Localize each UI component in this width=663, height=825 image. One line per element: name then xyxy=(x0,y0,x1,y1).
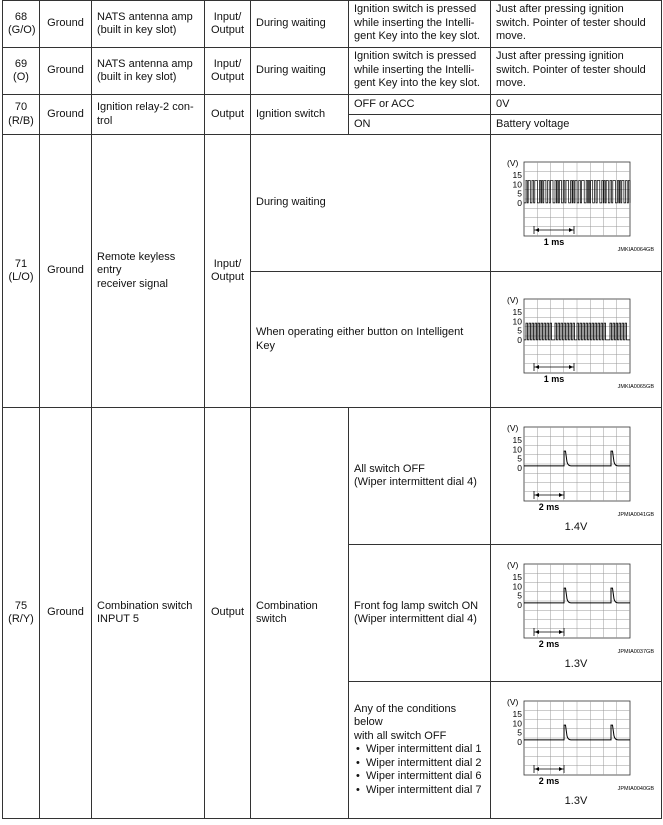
y-tick-label: 0 xyxy=(517,197,522,208)
table-row xyxy=(3,408,662,545)
condition-cell: During waiting xyxy=(251,1,349,48)
y-tick-label: 5 xyxy=(517,188,522,199)
y-tick-label: 10 xyxy=(512,581,522,592)
table-row xyxy=(3,48,662,95)
condition-cell: Combination switch xyxy=(251,408,349,819)
value-cell: Just after pressing ignition switch. Pointer of tester should move. xyxy=(491,48,662,95)
value-cell: 0V xyxy=(491,95,662,115)
time-marker-arrow xyxy=(569,365,573,369)
waveform-chart xyxy=(496,556,656,656)
ground-cell: Ground xyxy=(40,408,92,819)
condition-cell: When operating either button on Intelligent Key xyxy=(251,272,491,408)
y-tick-label: 15 xyxy=(512,572,522,583)
io-cell: Input/ Output xyxy=(205,48,251,95)
sub-condition-cell: Ignition switch is pressed while inserting the Intelli- gent Key into the key slot. xyxy=(349,1,491,48)
figure-code: JPMIA0037GB xyxy=(617,649,654,656)
voltage-value: 1.3V xyxy=(564,658,588,671)
list-item: • Wiper intermittent dial 6 xyxy=(366,770,485,784)
ground-cell: Ground xyxy=(40,48,92,95)
figure-code: JPMIA0040GB xyxy=(617,786,654,793)
y-axis-unit: (V) xyxy=(507,423,519,434)
waveform-chart xyxy=(496,419,656,519)
y-tick-label: 10 xyxy=(512,179,522,190)
waveform-cell xyxy=(491,545,662,682)
y-axis-unit: (V) xyxy=(507,158,519,168)
condition-cell: Ignition switch xyxy=(251,95,349,135)
condition-cell: During waiting xyxy=(251,135,491,272)
signal-description: Combination switch INPUT 5 xyxy=(92,408,205,819)
terminal-number: 75 (R/Y) xyxy=(3,408,40,819)
signal-trace xyxy=(524,181,630,203)
time-scale-label: 1 ms xyxy=(543,237,565,247)
terminal-number: 71 (L/O) xyxy=(3,135,40,408)
terminal-table xyxy=(2,0,662,819)
condition-heading: Any of the conditions below with all switch OFF xyxy=(354,702,457,742)
waveform-chart xyxy=(496,291,656,391)
condition-list xyxy=(354,743,485,797)
waveform-cell xyxy=(491,682,662,819)
io-cell: Input/ Output xyxy=(205,135,251,408)
y-tick-label: 5 xyxy=(517,325,522,336)
signal-description: Ignition relay-2 con- trol xyxy=(92,95,205,135)
figure-code: JMKIA0064GB xyxy=(617,247,654,253)
time-scale-label: 2 ms xyxy=(538,776,560,787)
y-tick-label: 15 xyxy=(512,306,522,317)
y-tick-label: 10 xyxy=(512,718,522,729)
time-scale-label: 2 ms xyxy=(538,639,560,650)
terminal-number: 68 (G/O) xyxy=(3,1,40,48)
waveform-cell xyxy=(491,408,662,545)
terminal-number: 70 (R/B) xyxy=(3,95,40,135)
ground-cell: Ground xyxy=(40,1,92,48)
list-item: • Wiper intermittent dial 7 xyxy=(366,784,485,798)
io-cell: Input/ Output xyxy=(205,1,251,48)
y-tick-label: 5 xyxy=(517,590,522,601)
waveform-chart xyxy=(496,693,656,793)
terminal-number: 69 (O) xyxy=(3,48,40,95)
figure-code: JPMIA0041GB xyxy=(617,512,654,519)
y-tick-label: 5 xyxy=(517,727,522,738)
waveform-cell xyxy=(491,272,662,408)
y-tick-label: 5 xyxy=(517,453,522,464)
y-tick-label: 0 xyxy=(517,737,522,748)
signal-trace xyxy=(524,323,630,340)
y-tick-label: 0 xyxy=(517,600,522,611)
table-row xyxy=(3,135,662,272)
time-marker-arrow xyxy=(569,228,573,232)
sub-condition-cell: OFF or ACC xyxy=(349,95,491,115)
sub-condition-cell: ON xyxy=(349,115,491,135)
sub-condition-cell: Front fog lamp switch ON (Wiper intermittent dial 4) xyxy=(349,545,491,682)
condition-cell: During waiting xyxy=(251,48,349,95)
y-axis-unit: (V) xyxy=(507,697,519,708)
ground-cell: Ground xyxy=(40,95,92,135)
sub-condition-cell: Ignition switch is pressed while inserting the Intelli- gent Key into the key slot. xyxy=(349,48,491,95)
y-axis-unit: (V) xyxy=(507,294,519,305)
y-tick-label: 15 xyxy=(512,170,522,180)
voltage-value: 1.3V xyxy=(564,795,588,808)
signal-description: NATS antenna amp (built in key slot) xyxy=(92,1,205,48)
waveform-chart xyxy=(496,154,656,254)
y-tick-label: 15 xyxy=(512,435,522,446)
table-row xyxy=(3,95,662,115)
table-row xyxy=(3,1,662,48)
y-tick-label: 10 xyxy=(512,315,522,326)
y-axis-unit: (V) xyxy=(507,560,519,571)
value-cell: Battery voltage xyxy=(491,115,662,135)
list-item: • Wiper intermittent dial 1 xyxy=(366,743,485,757)
ground-cell: Ground xyxy=(40,135,92,408)
value-cell: Just after pressing ignition switch. Pointer of tester should move. xyxy=(491,1,662,48)
io-cell: Output xyxy=(205,95,251,135)
y-tick-label: 10 xyxy=(512,444,522,455)
time-marker-arrow xyxy=(559,493,563,497)
io-cell: Output xyxy=(205,408,251,819)
y-tick-label: 0 xyxy=(517,463,522,474)
sub-condition-cell: All switch OFF (Wiper intermittent dial 4) xyxy=(349,408,491,545)
voltage-value: 1.4V xyxy=(564,521,588,534)
y-tick-label: 0 xyxy=(517,334,522,345)
time-marker-arrow xyxy=(559,630,563,634)
signal-description: NATS antenna amp (built in key slot) xyxy=(92,48,205,95)
figure-code: JMKIA0065GB xyxy=(617,383,654,390)
signal-description: Remote keyless entry receiver signal xyxy=(92,135,205,408)
y-tick-label: 15 xyxy=(512,709,522,720)
waveform-cell xyxy=(491,135,662,272)
sub-condition-cell xyxy=(349,682,491,819)
time-marker-arrow xyxy=(559,767,563,771)
list-item: • Wiper intermittent dial 2 xyxy=(366,757,485,771)
time-scale-label: 1 ms xyxy=(543,373,565,384)
time-scale-label: 2 ms xyxy=(538,502,560,513)
